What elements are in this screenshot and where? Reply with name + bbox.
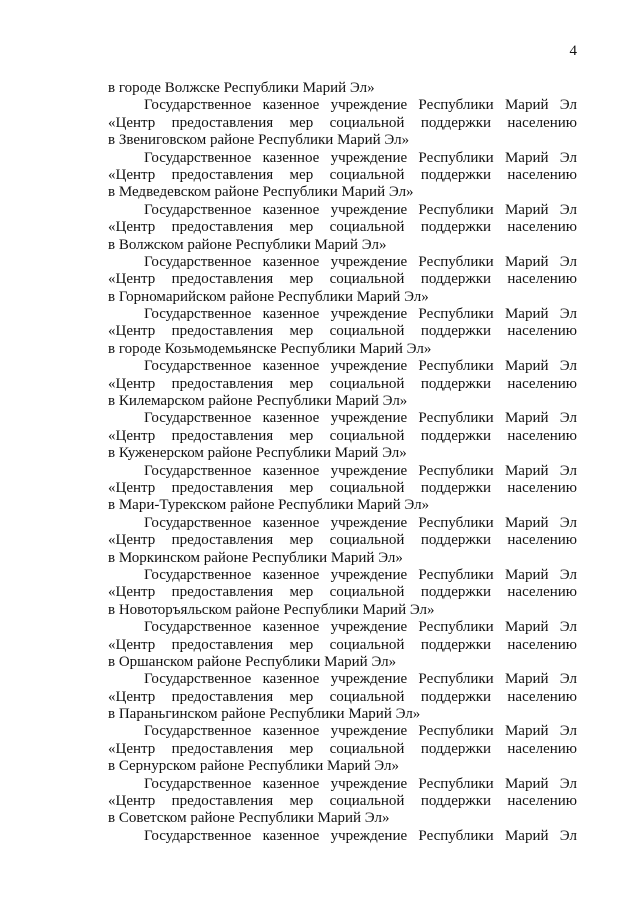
entry-line-1: Государственное казенное учреждение Республики Марий Эл — [144, 97, 577, 114]
entry-line-1: Государственное казенное учреждение Республики Марий Эл — [144, 306, 577, 323]
entry-line-2: «Центр предоставления мер социальной поддержки населению — [108, 271, 577, 288]
entry-line-3: в Параньгинском районе Республики Марий Эл» — [108, 706, 421, 723]
institution-entry — [108, 150, 577, 202]
institution-entry — [108, 567, 577, 619]
entry-line-3: в городе Козьмодемьянске Республики Марий Эл» — [108, 340, 432, 357]
entry-line-2: «Центр предоставления мер социальной поддержки населению — [108, 740, 577, 757]
institution-entry — [108, 619, 577, 671]
institution-entry — [108, 410, 577, 462]
entry-line-2: «Центр предоставления мер социальной поддержки населению — [108, 479, 577, 496]
entry-line-1: Государственное казенное учреждение Республики Марий Эл — [144, 619, 577, 636]
institution-entry — [108, 463, 577, 515]
entry-line-2: «Центр предоставления мер социальной поддержки населению — [108, 793, 577, 810]
entry-line-1: Государственное казенное учреждение Республики Марий Эл — [144, 149, 577, 166]
entry-line-3: в Новоторъяльском районе Республики Марий Эл» — [108, 601, 435, 618]
entry-line-3: в Советском районе Республики Марий Эл» — [108, 810, 390, 827]
institution-entry — [108, 515, 577, 567]
page-number: 4 — [569, 43, 577, 59]
entry-line-2: «Центр предоставления мер социальной поддержки населению — [108, 636, 577, 653]
entry-line-3: в Медведевском районе Республики Марий Эл» — [108, 184, 414, 201]
entry-line-3: в Горномарийском районе Республики Марий Эл» — [108, 288, 429, 305]
entry-line-1: Государственное казенное учреждение Республики Марий Эл — [144, 827, 577, 844]
entry-line-1: Государственное казенное учреждение Республики Марий Эл — [144, 723, 577, 740]
institution-entry — [108, 97, 577, 149]
institution-entry — [108, 358, 577, 410]
entry-line-1: Государственное казенное учреждение Республики Марий Эл — [144, 775, 577, 792]
entry-line-2: «Центр предоставления мер социальной поддержки населению — [108, 219, 577, 236]
entry-line-1: Государственное казенное учреждение Республики Марий Эл — [144, 253, 577, 270]
institution-entry — [108, 671, 577, 723]
institution-entry — [108, 723, 577, 775]
entry-line-2: «Центр предоставления мер социальной поддержки населению — [108, 166, 577, 183]
entry-line-3: в Волжском районе Республики Марий Эл» — [108, 236, 387, 253]
continuation-line: в городе Волжске Республики Марий Эл» — [108, 80, 375, 96]
entry-line-1: Государственное казенное учреждение Республики Марий Эл — [144, 410, 577, 427]
entry-line-3: в Мари-Турекском районе Республики Марий Эл» — [108, 497, 430, 514]
institution-list — [108, 97, 577, 827]
entry-line-2: «Центр предоставления мер социальной поддержки населению — [108, 114, 577, 131]
entry-line-3: в Звениговском районе Республики Марий Эл» — [108, 132, 410, 149]
entry-line-3: в Куженерском районе Республики Марий Эл» — [108, 445, 407, 462]
entry-line-2: «Центр предоставления мер социальной поддержки населению — [108, 688, 577, 705]
institution-entry — [108, 306, 577, 358]
entry-line-1: Государственное казенное учреждение Республики Марий Эл — [144, 514, 577, 531]
entry-line-2: «Центр предоставления мер социальной поддержки населению — [108, 532, 577, 549]
entry-line-2: «Центр предоставления мер социальной поддержки населению — [108, 375, 577, 392]
entry-line-3: в Оршанском районе Республики Марий Эл» — [108, 653, 397, 670]
document-body — [108, 80, 577, 845]
entry-line-3: в Моркинском районе Республики Марий Эл» — [108, 549, 403, 566]
entry-line-1: Государственное казенное учреждение Республики Марий Эл — [144, 566, 577, 583]
institution-entry — [108, 254, 577, 306]
entry-line-2: «Центр предоставления мер социальной поддержки населению — [108, 323, 577, 340]
entry-line-1: Государственное казенное учреждение Республики Марий Эл — [144, 462, 577, 479]
entry-line-3: в Килемарском районе Республики Марий Эл» — [108, 393, 408, 410]
institution-entry — [108, 776, 577, 828]
entry-line-1: Государственное казенное учреждение Республики Марий Эл — [144, 671, 577, 688]
entry-line-1: Государственное казенное учреждение Республики Марий Эл — [144, 358, 577, 375]
entry-line-3: в Сернурском районе Республики Марий Эл» — [108, 758, 399, 775]
entry-line-2: «Центр предоставления мер социальной поддержки населению — [108, 427, 577, 444]
entry-line-1: Государственное казенное учреждение Республики Марий Эл — [144, 201, 577, 218]
entry-line-2: «Центр предоставления мер социальной поддержки населению — [108, 584, 577, 601]
institution-entry — [108, 202, 577, 254]
